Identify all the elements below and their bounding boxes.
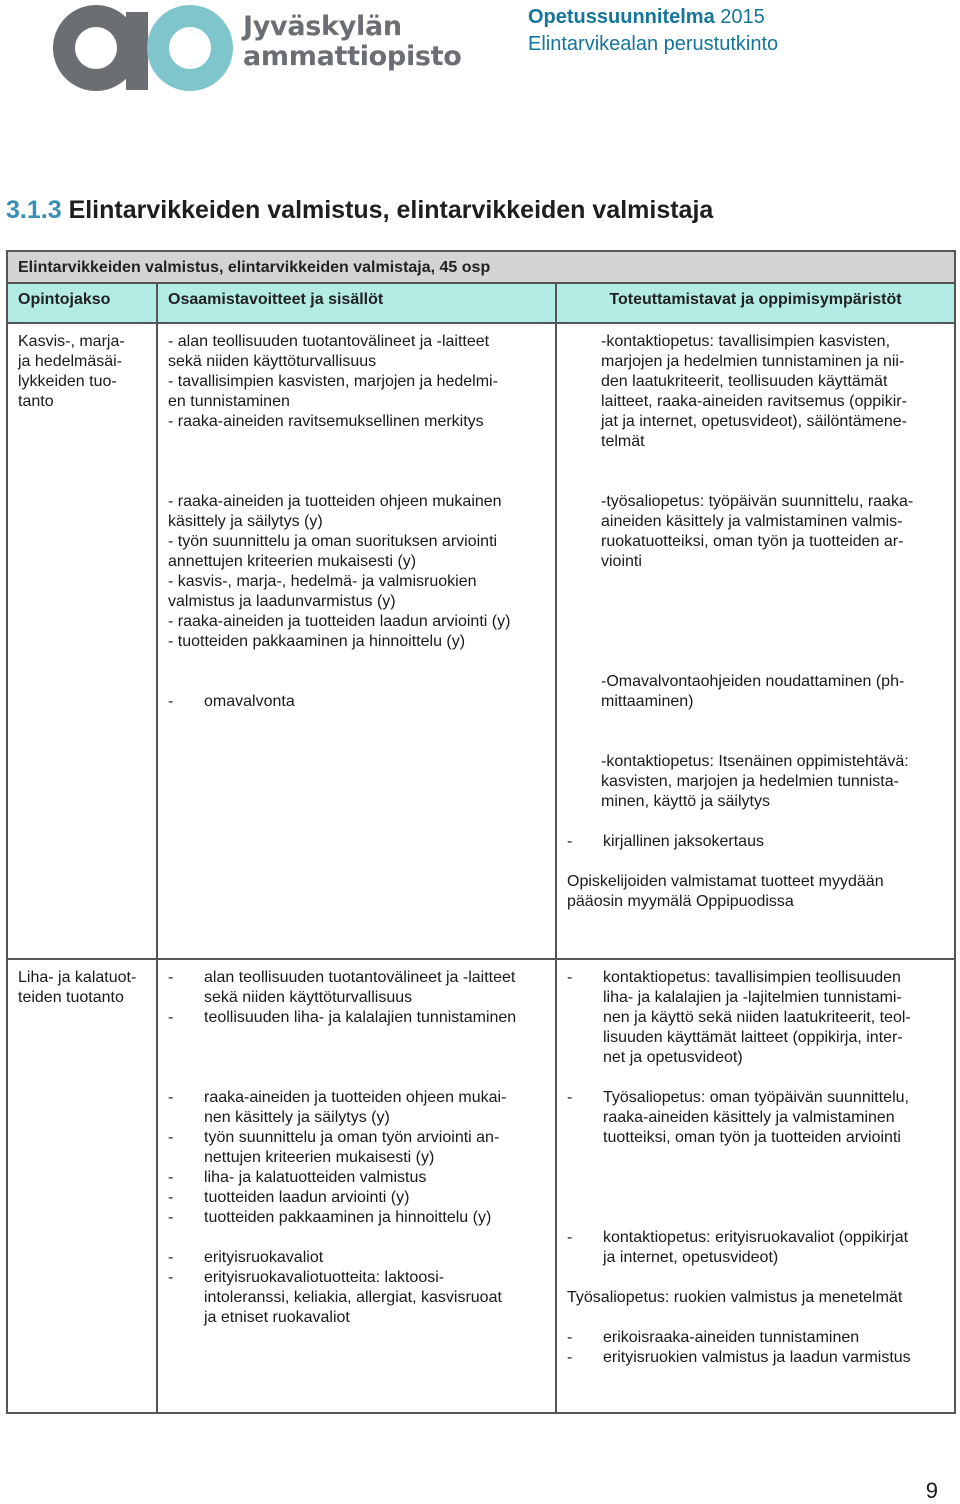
- goals-item: työn suunnittelu ja oman työn arviointi an- nettujen kriteerien mukaisesti (y): [204, 1129, 500, 1166]
- dash: -: [567, 833, 573, 850]
- dash: -: [567, 1329, 573, 1346]
- goals-block: - raaka-aineiden ja tuotteiden ohjeen mukainen käsittely ja säilytys (y) - työn suunnittelu ja oman suorituksen arviointi annettujen kriteerien mukaisesti (y) - kasvis-, marja-, hedelmä- ja valmisruokien valmistus ja laadunvarmistus (y) - raaka-aineiden ja tuotteiden laadun arviointi (y) - tuotteiden pakkaaminen ja hinnoittelu (y): [168, 493, 511, 650]
- methods-cell: [556, 959, 955, 1413]
- dash: -: [567, 1089, 573, 1106]
- column-header-methods: Toteuttamistavat ja oppimisympäristöt: [556, 283, 955, 323]
- goals-item: tuotteiden pakkaaminen ja hinnoittelu (y): [204, 1209, 492, 1226]
- goals-item: omavalvonta: [204, 693, 295, 710]
- module-cell: [7, 323, 157, 959]
- table-row: [7, 959, 955, 1413]
- column-header-goals: Osaamistavoitteet ja sisällöt: [157, 283, 556, 323]
- dash: -: [168, 1189, 174, 1206]
- curriculum-table: [6, 250, 956, 1414]
- goals-item: erityisruokavaliotuotteita: laktoosi- intoleranssi, keliakia, allergiat, kasvisruoat ja etniset ruokavaliot: [204, 1269, 502, 1326]
- section-number: 3.1.3: [6, 196, 62, 224]
- method-item: kontaktiopetus: erityisruokavaliot (oppikirjat ja internet, opetusvideot): [603, 1229, 909, 1266]
- table-header-row: [7, 283, 955, 323]
- dash: -: [168, 1249, 174, 1266]
- method-block: -työsaliopetus: työpäivän suunnittelu, raaka- aineiden käsittely ja valmistaminen valmis- ruokatuotteiksi, oman työn ja tuotteiden ar- viointi: [601, 493, 914, 570]
- module-name: Liha- ja kalatuot- teiden tuotanto: [18, 969, 137, 1006]
- goals-item: alan teollisuuden tuotantovälineet ja -laitteet sekä niiden käyttöturvallisuus: [204, 969, 516, 1006]
- table-title-row: [7, 251, 955, 283]
- section-heading: [6, 196, 713, 225]
- method-item: kirjallinen jaksokertaus: [603, 833, 764, 850]
- document-year: 2015: [720, 6, 765, 28]
- goals-cell: [157, 323, 556, 959]
- dash: -: [567, 969, 573, 986]
- dash: -: [168, 1169, 174, 1186]
- dash: -: [168, 1209, 174, 1226]
- goals-item: teollisuuden liha- ja kalalajien tunnistaminen: [204, 1009, 517, 1026]
- document-header: [528, 4, 778, 58]
- method-block: Opiskelijoiden valmistamat tuotteet myydään pääosin myymälä Oppipuodissa: [567, 873, 884, 910]
- dash: -: [168, 969, 174, 986]
- logo-line-1: Jyväskylän: [243, 11, 402, 42]
- dash: -: [168, 1269, 174, 1286]
- method-block: -kontaktiopetus: Itsenäinen oppimistehtävä: kasvisten, marjojen ja hedelmien tunnista- minen, käyttö ja säilytys: [601, 753, 909, 810]
- table-title: Elintarvikkeiden valmistus, elintarvikkeiden valmistaja, 45 osp: [7, 251, 955, 283]
- logo-wordmark: [243, 12, 462, 72]
- method-block: Työsaliopetus: ruokien valmistus ja menetelmät: [567, 1289, 903, 1306]
- methods-cell: [556, 323, 955, 959]
- dash: -: [567, 1229, 573, 1246]
- goals-item: tuotteiden laadun arviointi (y): [204, 1189, 410, 1206]
- method-block: -kontaktiopetus: tavallisimpien kasvisten, marjojen ja hedelmien tunnistaminen ja nii- den laatukriteerit, teollisuuden käyttämät laitteet, raaka-aineiden ravitsemus (oppikir- jat ja internet, opetusvideot), säilöntämene- telmät: [601, 333, 907, 450]
- column-header-module: Opintojakso: [7, 283, 157, 323]
- dash: -: [168, 1009, 174, 1026]
- goals-item: liha- ja kalatuotteiden valmistus: [204, 1169, 427, 1186]
- method-item: kontaktiopetus: tavallisimpien teollisuuden liha- ja kalalajien ja -lajitelmien tunnistami- nen ja käyttö sekä niiden laatukriteerit, teol- lisuuden käyttämät laitteet (oppikirja, inter- net ja opetusvideot): [603, 969, 911, 1066]
- dash: -: [168, 693, 174, 710]
- page-number: 9: [925, 1478, 938, 1503]
- goals-cell: [157, 959, 556, 1413]
- dash: -: [168, 1129, 174, 1146]
- module-cell: [7, 959, 157, 1413]
- module-name: Kasvis-, marja- ja hedelmäsäi- lykkeiden tuo- tanto: [18, 333, 125, 410]
- method-item: erityisruokien valmistus ja laadun varmistus: [603, 1349, 911, 1366]
- table-row: [7, 323, 955, 959]
- dash: -: [168, 1089, 174, 1106]
- goals-item: raaka-aineiden ja tuotteiden ohjeen mukai- nen käsittely ja säilytys (y): [204, 1089, 507, 1126]
- method-block: -Omavalvontaohjeiden noudattaminen (ph- mittaaminen): [601, 673, 905, 710]
- document-title: Opetussuunnitelma: [528, 6, 715, 28]
- goals-block: - alan teollisuuden tuotantovälineet ja -laitteet sekä niiden käyttöturvallisuus - tavallisimpien kasvisten, marjojen ja hedelmi- en tunnistaminen - raaka-aineiden ravitsemuksellinen merkitys: [168, 333, 498, 430]
- dash: -: [567, 1349, 573, 1366]
- logo-line-2: ammattiopisto: [243, 41, 462, 72]
- section-title: Elintarvikkeiden valmistus, elintarvikkeiden valmistaja: [68, 196, 714, 224]
- goals-item: erityisruokavaliot: [204, 1249, 324, 1266]
- document-subtitle: Elintarvikealan perustutkinto: [528, 33, 779, 55]
- method-item: erikoisraaka-aineiden tunnistaminen: [603, 1329, 860, 1346]
- method-item: Työsaliopetus: oman työpäivän suunnittelu, raaka-aineiden käsittely ja valmistaminen tuotteiksi, oman työn ja tuotteiden arviointi: [603, 1089, 909, 1146]
